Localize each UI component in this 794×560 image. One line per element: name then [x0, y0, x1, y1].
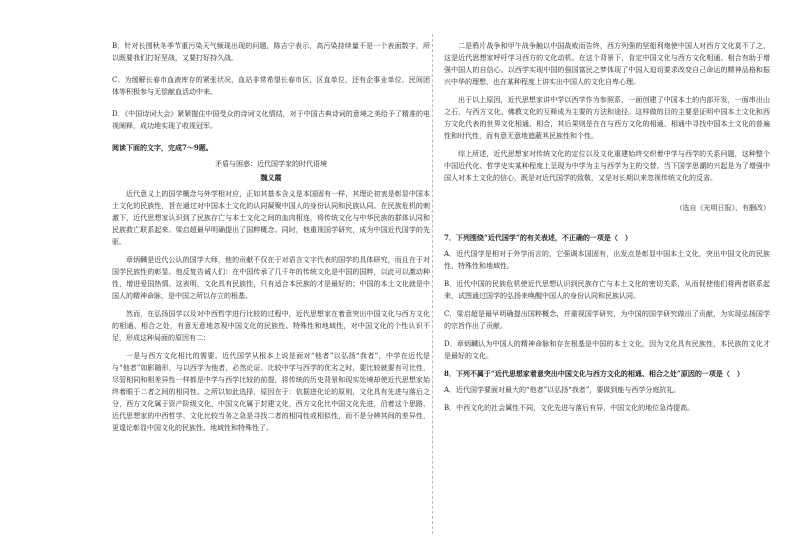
article-paragraph: 近代意义上的国学概念与外学相对应，正如其基本含义是本国固有一样，其理论初衷是彰显中国本土文化的民族性，旨在通过对中国本土文化的认同凝聚中国人的身份认同和民族认同。在民族危机的刺激下，近代思想家认识到了民族存亡与本土文化之间的血肉相连，将传统文化与中华民族的群体认同和民族救亡联系起来。梁启超最早明确提出了国粹概念。同时，他重视国学研究，成为中国近代国学的先驱。: [112, 190, 430, 246]
article-paragraph: 二是鸦片战争和甲午战争触以中国战败而告终，西方列强的坚船利炮使中国人对西方文化莫不了之，这是近代思想家呼吁学习西方的文化动机。在这个背景下，肯定中国文化与西方文化相通、相合有助于增强中国人的自信心。以西学实现中国的强国富民之梦体现了中国人迫切要求改变自己命运的精神品格和振兴中华的理想，也在某种程度上讲实出中国人的文化自卑心理。: [444, 42, 770, 86]
article-paragraph: 综上所述，近代思想家对传统文化的定位以及文化重建始终交织着中学与西学的关系问题，这种整个中国近代化、哲学史实某种程度上呈现为中学为主与西学为主的交替。当下国学思潮的兴起是为了增强中国人对本土文化的信心，既是对近代国学的致敬，又是对长期以来忽视传统文化的反省。: [444, 150, 770, 182]
option-b: B．针对长围秋冬季节重污染天气频现出现的问题，陈吉宁表示，高污染持续量不是一个表面数字，所以既要我们打好坚战，又要打好持久战。: [112, 42, 430, 62]
section-heading: 阅读下面的文字，完成7～9题。: [112, 143, 213, 152]
question-7-stem: 7．下列围绕“近代国学”的有关表述，不正确的一项是（ ）: [444, 233, 632, 242]
question-8-option-b: B．中西文化的社会属性不同，文化先进与落后有异，中国文化的地位急待提高。: [444, 404, 695, 412]
question-7-option-a: A．近代国学是相对于外学而言的，它强调本国固有，出发点是彰显中国本土文化，突出中国文化的民族性、特殊性和地域性。: [444, 250, 770, 270]
article-author: 魏义霞: [260, 173, 282, 182]
question-7-option-c: C．梁启超是最早明确提出国粹概念，并重视国学研究，为中国的国学研究做出了贡献，为实现弘扬国学的宗旨作出了贡献。: [444, 310, 770, 330]
question-7-option-d: D．章炳麟认为中国人的精神命脉和存在根基是中国的本土文化，因为文化具有民族性，本民族的文化才是最好的文化。: [444, 340, 770, 360]
question-7-option-b: B．近代中国的民族危机使近代思想认识到民族存亡与本土文化的密切关系，从而促使他们将两者联系起来，试图通过国学的弘扬来唤醒中国人的身份认同和民族认同。: [444, 280, 770, 300]
left-column: [112, 40, 430, 434]
article-paragraph: 出于以上原因，近代思想家讲中学以西学作为参照系，一面创建了中国本土的内部开发，一面串出山之石，与西方文化、佛教文化的互释成为主要的方法和途径。这样做的目的主要是证明中国本土文化和西方文化代表的世界文化相通、相合，其后果则是在在与西方文化的相通、相通中寻找中国本土文化的普遍性和时代性，而有意无意地遮蔽其民族性和个性。: [444, 96, 770, 140]
article-paragraph: 章炳麟是近代公认的国学大师，他的贡献不仅在于对语言文字代表的国学的具体研究，而且在于对国学民族性的彰显。他反复告诫人们：在中国传承了几千年的传统文化是中国的国粹，以此可以激动种性，增进爱国热情。这表明，文化具有民族性，只有适合本民族的才是最好的；中国的本土文化就是中国人的精神命脉，是中国之所以存立的根基。: [112, 256, 430, 300]
right-column: [444, 40, 770, 414]
option-c: C．为缓解长春市血液库存的紧张状况，血站非常希望长春市区、区直单位，还有企事业单位、民间团体等积极参与无偿献血活动中来。: [112, 76, 430, 96]
article-paragraph: 一是与西方文化相比的需要。近代国学从根本上说是面对“他者”以弘扬“我者”，中学在近代是与“他者”如影随形，与以西学为他者，必然论证、比较中学与西学的优劣之时，要比较就要有可比性，尽管相同和相差异性一样都是中学与西学比较的前提，将传统的历史背景和现实处境却使近代思想家始终着眼于二者之间的相同性。之所以如此选择，原因在于：依据进化论的原则，文化具有先进与落后之分，西方文化属于资产阶级文化，中国文化属于封建文化，西方文化比中国文化先进，沿着这个思路，近代思想家的中西哲学、文化比较当务之急是寻找二者的相同性或相似性，而不是分辨其间的差异性，更遑论彰显中国文化的民族性、地域性和特殊性了。: [112, 352, 430, 432]
option-d: D．《中国诗词大会》紧紧握住中国受众的诗词文化情结，对于中国古典诗词的意境之美给予了精准的电视阐释，成功地实现了收视冠军。: [112, 110, 430, 130]
article-paragraph: 然而，在弘扬国学以及对中西哲学进行比较的过程中，近代思想家在着意突出中国文化与西方文化的相通、相合之处，有意无意地忽视中国文化的民族性、特殊性和地域性，对中国文化的个性认识不足，形成这种局面的原因有二：: [112, 310, 430, 342]
question-8-stem: 8．下列不属于“近代思想家着意突出中国文化与西方文化的相通、相合之处”原因的一项是（ ）: [444, 369, 744, 378]
article-title: 矛盾与困惑：近代国学家的时代语境: [215, 160, 327, 168]
column-divider: [432, 34, 433, 534]
source-citation: （选自《光明日报》，有删改）: [675, 204, 770, 212]
question-8-option-a: A．近代国学要面对最大的“他者”以弘扬“我者”，要做到能与西学分庭抗礼。: [444, 386, 681, 394]
